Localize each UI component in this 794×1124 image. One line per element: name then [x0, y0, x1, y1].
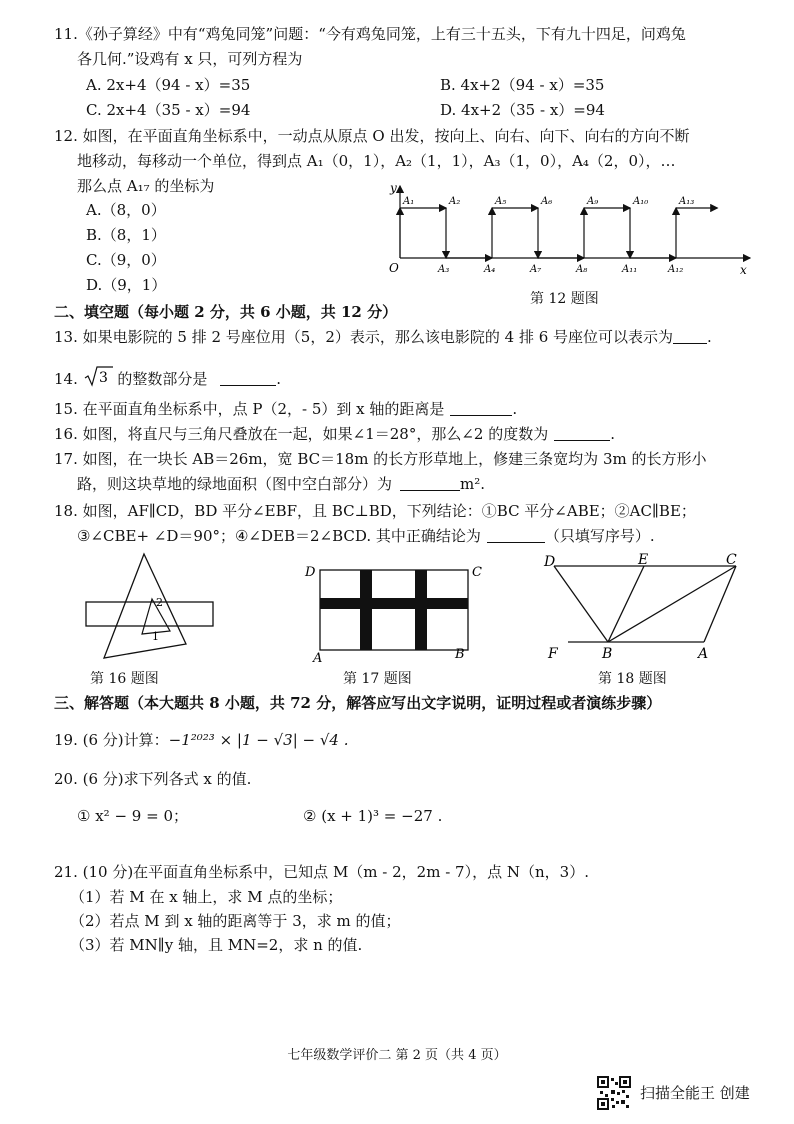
- q17-blank[interactable]: [400, 476, 460, 491]
- svg-text:F: F: [548, 646, 558, 662]
- q12-line1: 12. 如图，在平面直角坐标系中，一动点从原点 O 出发，按向上、向右、向下、向右的方向不断: [54, 127, 690, 145]
- scanner-brand: 扫描全能王 创建: [640, 1084, 750, 1102]
- q13-blank[interactable]: [673, 329, 707, 344]
- svg-text:A: A: [313, 651, 323, 666]
- triangle-outer: [104, 554, 186, 658]
- q20-part2: ② (x + 1)³ = −27 .: [303, 807, 443, 825]
- point-label-top: A₂: [449, 196, 461, 207]
- y-axis-label: y: [390, 181, 397, 195]
- q21-sub3: （3）若 MN∥y 轴，且 MN=2，求 n 的值.: [70, 936, 363, 954]
- zigzag-path: [400, 208, 717, 258]
- q12-caption: 第 12 题图: [530, 291, 599, 307]
- field: [320, 570, 468, 650]
- origin-label: O: [389, 261, 399, 275]
- road-horizontal: [320, 598, 468, 609]
- point-label-top: A₆: [541, 196, 553, 207]
- point-label-top: A₉: [587, 196, 599, 207]
- fig16: [82, 552, 217, 662]
- q16-blank[interactable]: [554, 426, 610, 441]
- svg-text:2: 2: [156, 596, 163, 609]
- svg-text:C: C: [726, 552, 737, 568]
- q12-line3: 那么点 A₁₇ 的坐标为: [77, 177, 215, 195]
- q13: 13. 如果电影院的 5 排 2 号座位用（5，2）表示，那么该电影院的 4 排 6 号座位可以表示为 .: [54, 328, 712, 346]
- fig16-caption: 第 16 题图: [90, 671, 159, 687]
- point-label-bottom: A₃: [438, 264, 450, 275]
- q21-sub1: （1）若 M 在 x 轴上，求 M 点的坐标；: [70, 888, 343, 906]
- svg-text:B: B: [602, 646, 613, 662]
- q11-option-c: C. 2x+4（35 - x）=94: [86, 101, 251, 119]
- road-vertical-2: [415, 570, 427, 650]
- q11-option-a: A. 2x+4（94 - x）=35: [86, 76, 251, 94]
- q11-line2: 各几何.”设鸡有 x 只，可列方程为: [77, 50, 303, 68]
- q18-blank[interactable]: [487, 528, 545, 543]
- q11-option-d: D. 4x+2（35 - x）=94: [440, 101, 605, 119]
- q15: 15. 在平面直角坐标系中，点 P（2，- 5）到 x 轴的距离是 .: [54, 400, 518, 418]
- q12-option-b: B.（8，1）: [86, 226, 166, 244]
- fig18: [540, 552, 750, 664]
- svg-text:1: 1: [152, 630, 159, 643]
- q21-sub2: （2）若点 M 到 x 轴的距离等于 3，求 m 的值；: [70, 912, 401, 930]
- q20-part1: ① x² − 9 = 0；: [77, 807, 188, 825]
- point-label-top: A₁₀: [633, 196, 649, 207]
- svg-text:C: C: [472, 565, 482, 580]
- q18-line2: ③∠CBE+ ∠D＝90°；④∠DEB＝2∠BCD. 其中正确结论为 （只填写序号）.: [77, 527, 655, 545]
- q11-line1: 11.《孙子算经》中有“鸡兔同笼”问题：“今有鸡兔同笼，上有三十五头，下有九十四足，问鸡兔: [54, 25, 686, 43]
- road-vertical-1: [360, 570, 372, 650]
- point-label-top: A₁: [403, 196, 415, 207]
- q12-option-d: D.（9，1）: [86, 276, 167, 294]
- point-label-bottom: A₁₂: [668, 264, 684, 275]
- qr-code-icon: [597, 1076, 631, 1110]
- fig18-caption: 第 18 题图: [598, 671, 667, 687]
- section2-heading: 二、填空题（每小题 2 分，共 6 小题，共 12 分）: [54, 303, 398, 321]
- q18-line1: 18. 如图，AF∥CD，BD 平分∠EBF，且 BC⊥BD，下列结论：①BC 平分∠ABE；②AC∥BE；: [54, 502, 696, 520]
- svg-text:E: E: [638, 552, 649, 568]
- q15-blank[interactable]: [450, 401, 512, 416]
- q14-blank[interactable]: [220, 371, 276, 386]
- q17-line2: 路，则这块草地的绿地面积（图中空白部分）为 m².: [77, 475, 486, 493]
- q19: 19. (6 分)计算：−1²⁰²³ × |1 − √3| − √4 .: [54, 731, 349, 749]
- point-label-bottom: A₇: [530, 264, 542, 275]
- fig17: [300, 558, 490, 668]
- q12-figure: [380, 180, 760, 280]
- svg-text:A: A: [698, 646, 709, 662]
- q11-option-b: B. 4x+2（94 - x）=35: [440, 76, 605, 94]
- fig17-caption: 第 17 题图: [343, 671, 412, 687]
- page-footer: 七年级数学评价二 第 2 页（共 4 页）: [287, 1048, 507, 1063]
- sqrt-3: [83, 365, 113, 392]
- point-label-top: A₅: [495, 196, 507, 207]
- svg-text:D: D: [544, 554, 556, 570]
- q12-option-a: A.（8，0）: [86, 201, 166, 219]
- q16: 16. 如图，将直尺与三角尺叠放在一起，如果∠1＝28°，那么∠2 的度数为 .: [54, 425, 615, 443]
- q21-line1: 21. (10 分)在平面直角坐标系中，已知点 M（m - 2，2m - 7），点 N（n，3）.: [54, 863, 589, 881]
- q17-line1: 17. 如图，在一块长 AB＝26m，宽 BC＝18m 的长方形草地上，修建三条宽均为 3m 的长方形小: [54, 450, 707, 468]
- svg-text:B: B: [455, 647, 465, 662]
- svg-text:D: D: [305, 565, 316, 580]
- q14: 14. 3 的整数部分是 .: [54, 365, 281, 392]
- point-label-bottom: A₁₁: [622, 264, 638, 275]
- point-label-top: A₁₃: [679, 196, 695, 207]
- q12-option-c: C.（9，0）: [86, 251, 166, 269]
- q12-line2: 地移动，每移动一个单位，得到点 A₁（0，1），A₂（1，1），A₃（1，0），A₄（2，0），…: [77, 152, 676, 170]
- point-label-bottom: A₄: [484, 264, 496, 275]
- x-axis-label: x: [740, 263, 747, 277]
- svg-text:3: 3: [98, 370, 108, 386]
- section3-heading: 三、解答题（本大题共 8 小题，共 72 分，解答应写出文字说明，证明过程或者演练步骤）: [54, 694, 662, 712]
- point-label-bottom: A₈: [576, 264, 588, 275]
- q20-lead: 20. (6 分)求下列各式 x 的值.: [54, 770, 252, 788]
